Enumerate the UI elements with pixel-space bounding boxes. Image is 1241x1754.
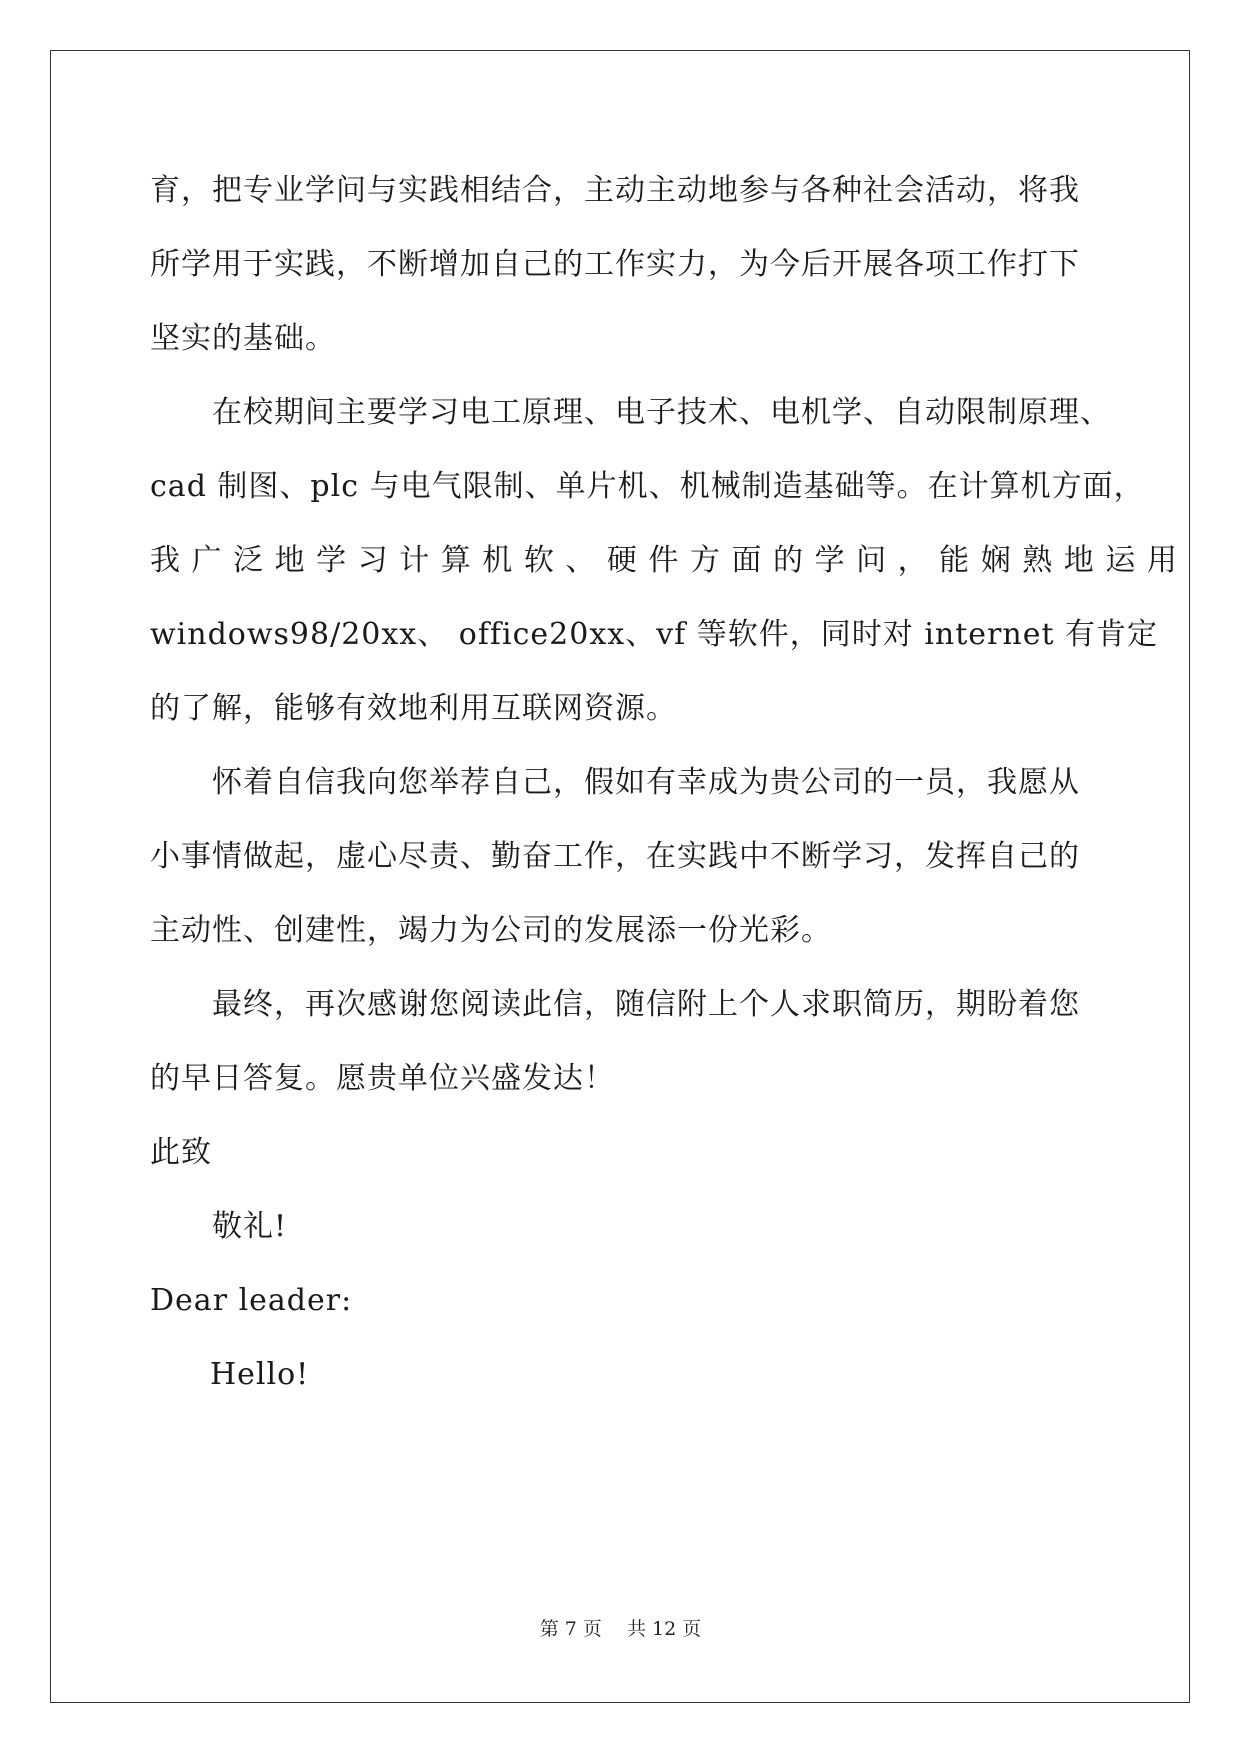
text-line: 我 广 泛 地 学 习 计 算 机 软 、 硬 件 方 面 的 学 问 ， 能 娴 熟 地 运 用	[150, 543, 1178, 578]
text-line: 的了解，能够有效地利用互联网资源。	[150, 691, 677, 726]
text-line: 坚实的基础。	[150, 321, 336, 356]
text-line: 小事情做起，虚心尽责、勤奋工作，在实践中不断学习，发挥自己的	[150, 839, 1080, 874]
text-line: 的早日答复。愿贵单位兴盛发达！	[150, 1061, 615, 1096]
english-greeting: Dear leader:	[150, 1283, 353, 1318]
closing-salutation: 此致	[150, 1135, 212, 1170]
text-line: 主动性、创建性，竭力为公司的发展添一份光彩。	[150, 913, 832, 948]
closing-regards: 敬礼!	[212, 1209, 288, 1244]
text-line: cad 制图、plc 与电气限制、单片机、机械制造基础等。在计算机方面，	[150, 469, 1145, 504]
page-number-footer: 第 7 页 共 12 页	[539, 1618, 702, 1640]
text-line: 所学用于实践，不断增加自己的工作实力，为今后开展各项工作打下	[150, 247, 1080, 282]
text-line: 育，把专业学问与实践相结合，主动主动地参与各种社会活动，将我	[150, 173, 1080, 208]
english-hello: Hello!	[210, 1357, 310, 1392]
paragraph-first-line: 怀着自信我向您举荐自己，假如有幸成为贵公司的一员，我愿从	[212, 765, 1080, 800]
paragraph-first-line: 在校期间主要学习电工原理、电子技术、电机学、自动限制原理、	[212, 395, 1111, 430]
paragraph-first-line: 最终，再次感谢您阅读此信，随信附上个人求职简历，期盼着您	[212, 987, 1080, 1022]
text-line: windows98/20xx、 office20xx、vf 等软件，同时对 internet 有肯定	[150, 617, 1159, 652]
